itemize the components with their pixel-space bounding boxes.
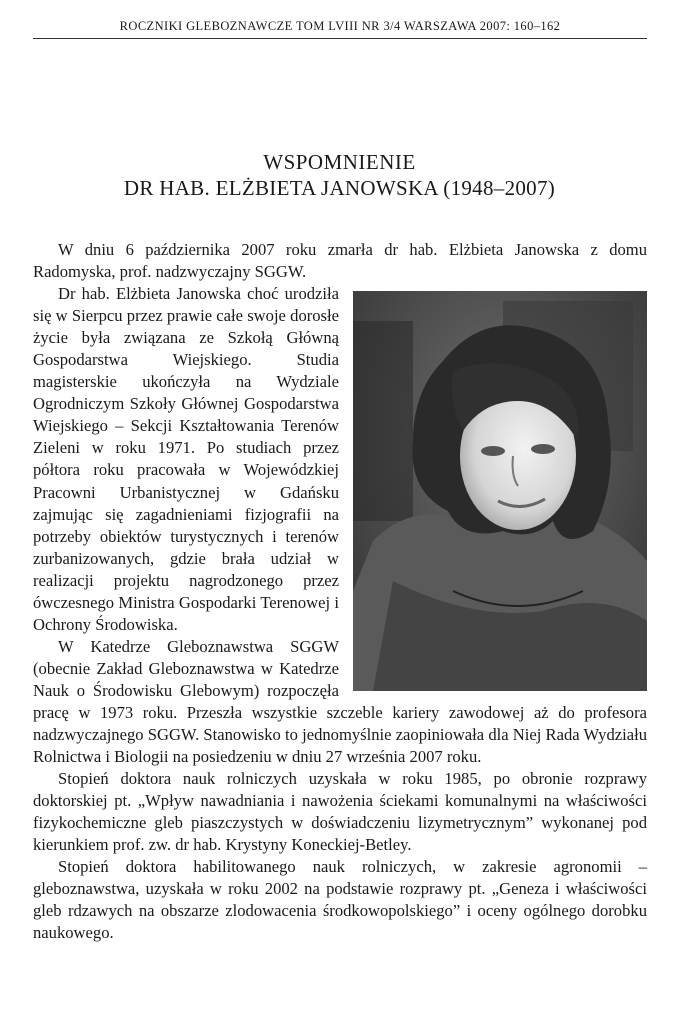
running-head: ROCZNIKI GLEBOZNAWCZE TOM LVIII NR 3/4 WARSZAWA 2007: 160–162	[119, 19, 561, 33]
header-rule	[33, 38, 647, 39]
paragraph-5: Stopień doktora habilitowanego nauk rolniczych, w zakresie agronomii – gleboznawstwa, uzyskała w roku 2002 na podstawie rozprawy pt. „Geneza i właściwości gleb rdzawych na obszarze zlodowacenia środkowopolskiego” i oceny ogólnego dorobku naukowego.	[33, 857, 647, 943]
article-subtitle: DR HAB. ELŻBIETA JANOWSKA (1948–2007)	[123, 176, 556, 200]
article-body	[33, 239, 647, 945]
article-title: WSPOMNIENIE	[263, 150, 416, 174]
portrait-photo	[353, 291, 647, 691]
paragraph-3: W Katedrze Gleboznawstwa SGGW (obecnie Zakład Gleboznawstwa w Katedrze Nauk o Środowisku Glebowym) rozpoczęła pracę w 1973 roku. Przeszła wszystkie szczeble kariery zawodowej aż do profesora nadzwyczajnego SGGW. Stanowisko to jednomyślnie zaopiniowała dla Niej Rada Wydziału Rolnictwa i Biologii na posiedzeniu w dniu 27 września 2007 roku.	[33, 636, 647, 767]
paragraph-4: Stopień doktora nauk rolniczych uzyskała w roku 1985, po obronie rozprawy doktorskiej pt. „Wpływ nawadniania i nawożenia ściekami komunalnymi na właściwości fizykochemiczne gleb piaszczystych w doświadczeniu lizymetrycznym” wykonanej pod kierunkiem prof. zw. dr hab. Krystyny Koneckiej-Betley.	[33, 769, 647, 855]
portrait-image	[353, 291, 647, 691]
paragraph-2: Dr hab. Elżbieta Janowska choć urodziła się w Sierpcu przez prawie całe swoje dorosłe życie była związana ze Szkołą Główną Gospodarstwa Wiejskiego. Studia magisterskie ukończyła na Wydziale Ogrodniczym Szkoły Głównej Gospodarstwa Wiejskiego – Sekcji Kształtowania Terenów Zieleni w roku 1971. Po studiach przez półtora roku pracowała w Wojewódzkiej Pracowni Urbanistycznej w Gdańsku zajmując się zagadnieniami fizjografii na potrzeby obiektów turystycznych i terenów zurbanizowanych, gdzie brała udział w realizacji projektu nagrodzonego przez ówczesnego Ministra Gospodarki Terenowej i Ochrony Środowiska.	[33, 284, 339, 634]
paragraph-1: W dniu 6 października 2007 roku zmarła dr hab. Elżbieta Janowska z domu Radomyska, prof. nadzwyczajny SGGW.	[33, 240, 647, 282]
